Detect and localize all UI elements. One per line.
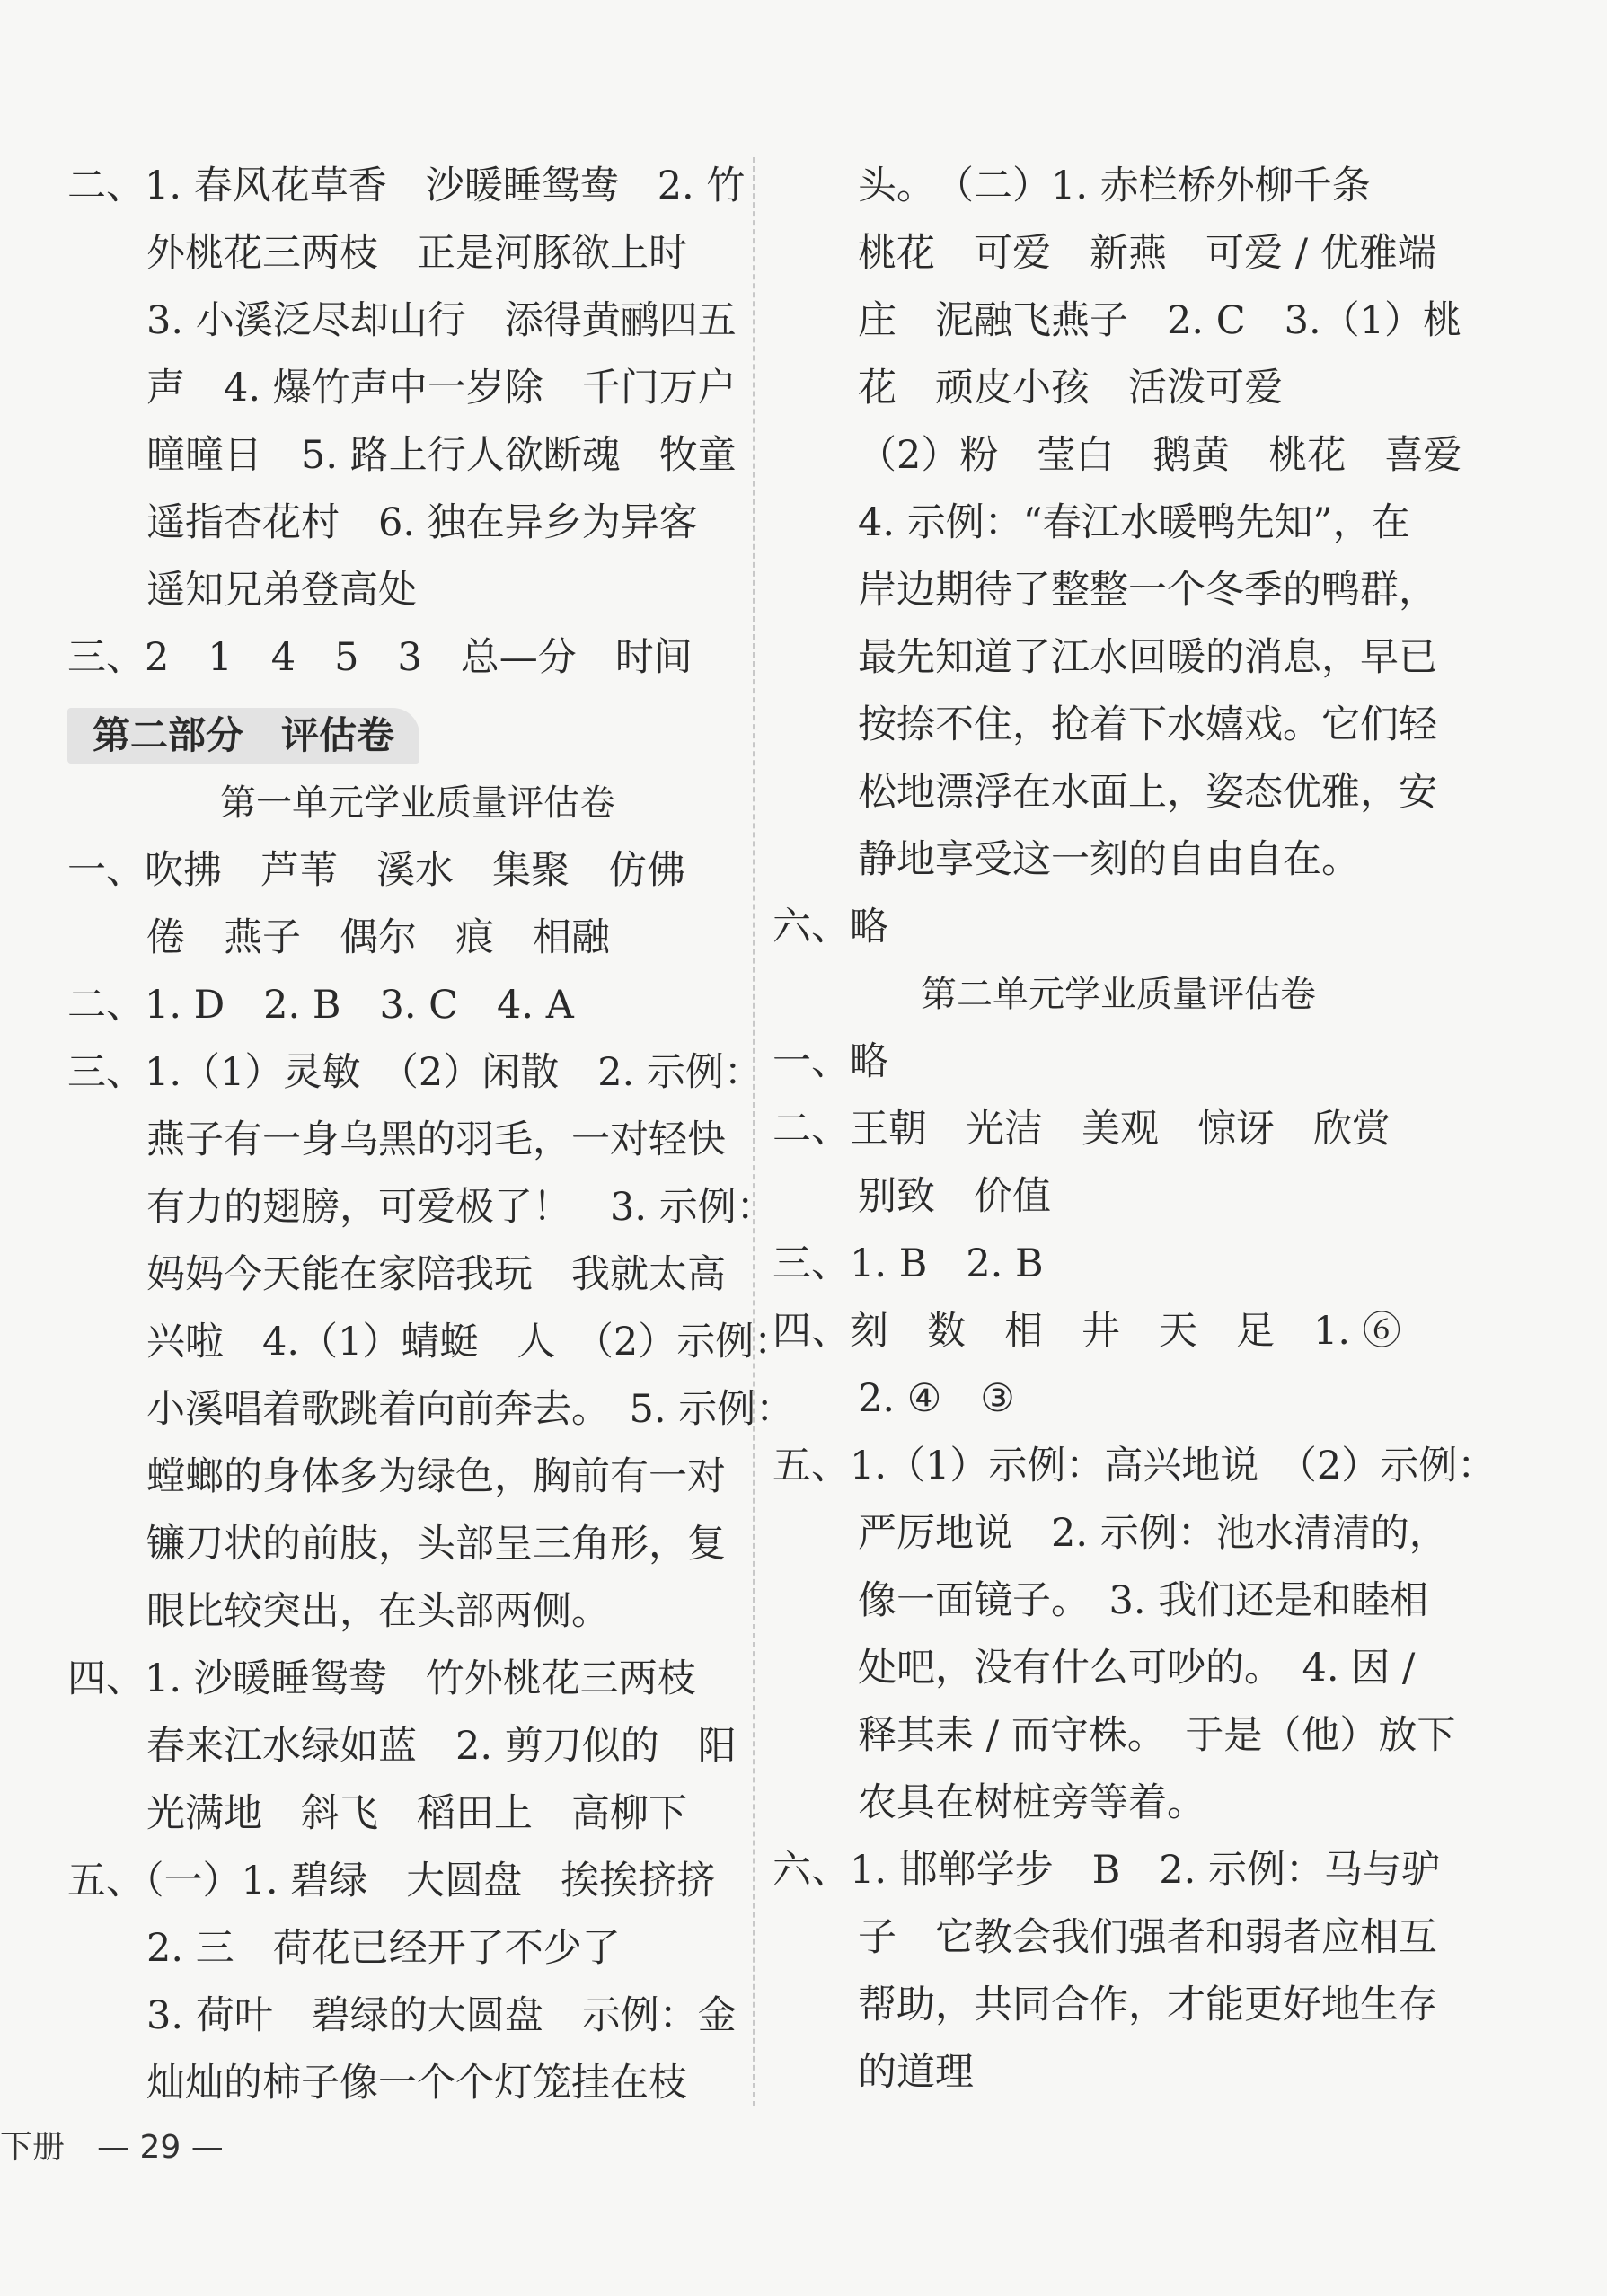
right-column bbox=[773, 153, 1497, 2106]
answer-line: 二、1. 春风花草香 沙暖睡鸳鸯 2. 竹 bbox=[67, 163, 746, 208]
answer-line: 燕子有一身乌黑的羽毛，一对轻快 bbox=[146, 1117, 726, 1162]
answer-line: 别致 价值 bbox=[858, 1174, 1051, 1219]
answer-line: 螳螂的身体多为绿色，胸前有一对 bbox=[146, 1454, 726, 1499]
right-answers-part1 bbox=[773, 153, 1464, 961]
part-banner-wrap bbox=[67, 692, 768, 770]
answer-line: 遥知兄弟登高处 bbox=[146, 568, 417, 613]
answer-line: 外桃花三两枝 正是河豚欲上时 bbox=[146, 231, 687, 276]
answer-line: 像一面镜子。 3. 我们还是和睦相 bbox=[858, 1578, 1429, 1623]
answer-line: 五、（一）1. 碧绿 大圆盘 挨挨挤挤 bbox=[67, 1859, 716, 1903]
answer-line: 六、1. 邯郸学步 B 2. 示例：马与驴 bbox=[773, 1848, 1440, 1893]
left-answers-part2 bbox=[67, 837, 795, 2117]
answer-line: 春来江水绿如蓝 2. 剪刀似的 阳 bbox=[146, 1724, 737, 1769]
answer-line: 帮助，共同合作，才能更好地生存 bbox=[858, 1983, 1437, 2027]
answer-line: 花 顽皮小孩 活泼可爱 bbox=[858, 366, 1283, 411]
answer-line: 遥指杏花村 6. 独在异乡为异客 bbox=[146, 500, 698, 545]
answer-line: 光满地 斜飞 稻田上 高柳下 bbox=[146, 1791, 687, 1836]
answer-line: 二、王朝 光洁 美观 惊讶 欣赏 bbox=[773, 1107, 1391, 1152]
answer-line: 二、1. D 2. B 3. C 4. A bbox=[67, 983, 574, 1028]
answer-line: 四、1. 沙暖睡鸳鸯 竹外桃花三两枝 bbox=[67, 1656, 696, 1701]
answer-line: 4. 示例：“春江水暖鸭先知”，在 bbox=[858, 500, 1410, 545]
unit1-title: 第一单元学业质量评估卷 bbox=[220, 782, 615, 824]
answer-line: 3. 小溪泛尽却山行 添得黄鹂四五 bbox=[146, 298, 737, 343]
answer-line: 三、1. B 2. B bbox=[773, 1241, 1044, 1286]
left-column bbox=[67, 153, 795, 2117]
answer-line: 按捺不住，抢着下水嬉戏。它们轻 bbox=[858, 702, 1437, 747]
answer-line: 庄 泥融飞燕子 2. C 3.（1）桃 bbox=[858, 298, 1461, 343]
answer-line: 2. 三 荷花已经开了不少了 bbox=[146, 1926, 621, 1971]
answer-line: 一、略 bbox=[773, 1039, 888, 1084]
answer-line: 处吧，没有什么可吵的。 4. 因 / bbox=[858, 1646, 1416, 1691]
answer-line: 三、2 1 4 5 3 总—分 时间 bbox=[67, 635, 693, 680]
unit2-title: 第二单元学业质量评估卷 bbox=[921, 974, 1316, 1015]
column-divider bbox=[753, 157, 755, 2106]
answer-line: 岸边期待了整整一个冬季的鸭群， bbox=[858, 568, 1437, 613]
answer-line: 严厉地说 2. 示例：池水清清的， bbox=[858, 1511, 1448, 1556]
answer-line: 五、1.（1）示例：高兴地说 （2）示例： bbox=[773, 1444, 1497, 1488]
answer-line: 农具在树桩旁等着。 bbox=[858, 1780, 1205, 1825]
answer-line: 最先知道了江水回暖的消息，早已 bbox=[858, 635, 1437, 680]
answer-line: 释其耒 / 而守株。 于是（他）放下 bbox=[858, 1713, 1456, 1758]
page-footer: 下册 — 29 — bbox=[0, 2129, 224, 2166]
answer-line: 兴啦 4.（1）蜻蜓 人 （2）示例： bbox=[146, 1320, 793, 1364]
answer-line: 的道理 bbox=[858, 2050, 974, 2095]
answer-line: 眼比较突出，在头部两侧。 bbox=[146, 1589, 610, 1634]
answer-line: 一、吹拂 芦苇 溪水 集聚 仿佛 bbox=[67, 848, 685, 893]
answer-line: 妈妈今天能在家陪我玩 我就太高 bbox=[146, 1252, 726, 1297]
answer-line: 子 它教会我们强者和弱者应相互 bbox=[858, 1915, 1437, 1960]
answer-line: 头。 （二）1. 赤栏桥外柳千条 bbox=[858, 163, 1371, 208]
answer-line: 倦 燕子 偶尔 痕 相融 bbox=[146, 915, 610, 960]
right-answers-part2 bbox=[773, 1029, 1497, 2106]
answer-line: 2. ④ ③ bbox=[858, 1376, 1015, 1421]
answer-line: 曈曈日 5. 路上行人欲断魂 牧童 bbox=[146, 433, 737, 478]
answer-line: 六、略 bbox=[773, 905, 888, 949]
answer-line: 松地漂浮在水面上，姿态优雅，安 bbox=[858, 770, 1437, 815]
left-answers-part1 bbox=[67, 153, 768, 692]
answer-line: 四、刻 数 相 井 天 足 1. ⑥ bbox=[773, 1309, 1401, 1354]
answer-line: 3. 荷叶 碧绿的大圆盘 示例：金 bbox=[146, 1993, 737, 2038]
answer-line: 桃花 可爱 新燕 可爱 / 优雅端 bbox=[858, 231, 1436, 276]
answer-line: 三、1.（1）灵敏 （2）闲散 2. 示例： bbox=[67, 1050, 763, 1095]
answer-line: 静地享受这一刻的自由自在。 bbox=[858, 837, 1360, 882]
answer-line: 灿灿的柿子像一个个灯笼挂在枝 bbox=[146, 2061, 687, 2106]
answer-line: 镰刀状的前肢，头部呈三角形，复 bbox=[146, 1522, 726, 1567]
answer-line: （2）粉 莹白 鹅黄 桃花 喜爱 bbox=[858, 433, 1462, 478]
answer-line: 声 4. 爆竹声中一岁除 千门万户 bbox=[146, 366, 737, 411]
answer-line: 小溪唱着歌跳着向前奔去。 5. 示例： bbox=[146, 1387, 795, 1432]
answer-line: 有力的翅膀，可爱极了！ 3. 示例： bbox=[146, 1185, 775, 1230]
part-banner: 第二部分 评估卷 bbox=[67, 708, 419, 764]
